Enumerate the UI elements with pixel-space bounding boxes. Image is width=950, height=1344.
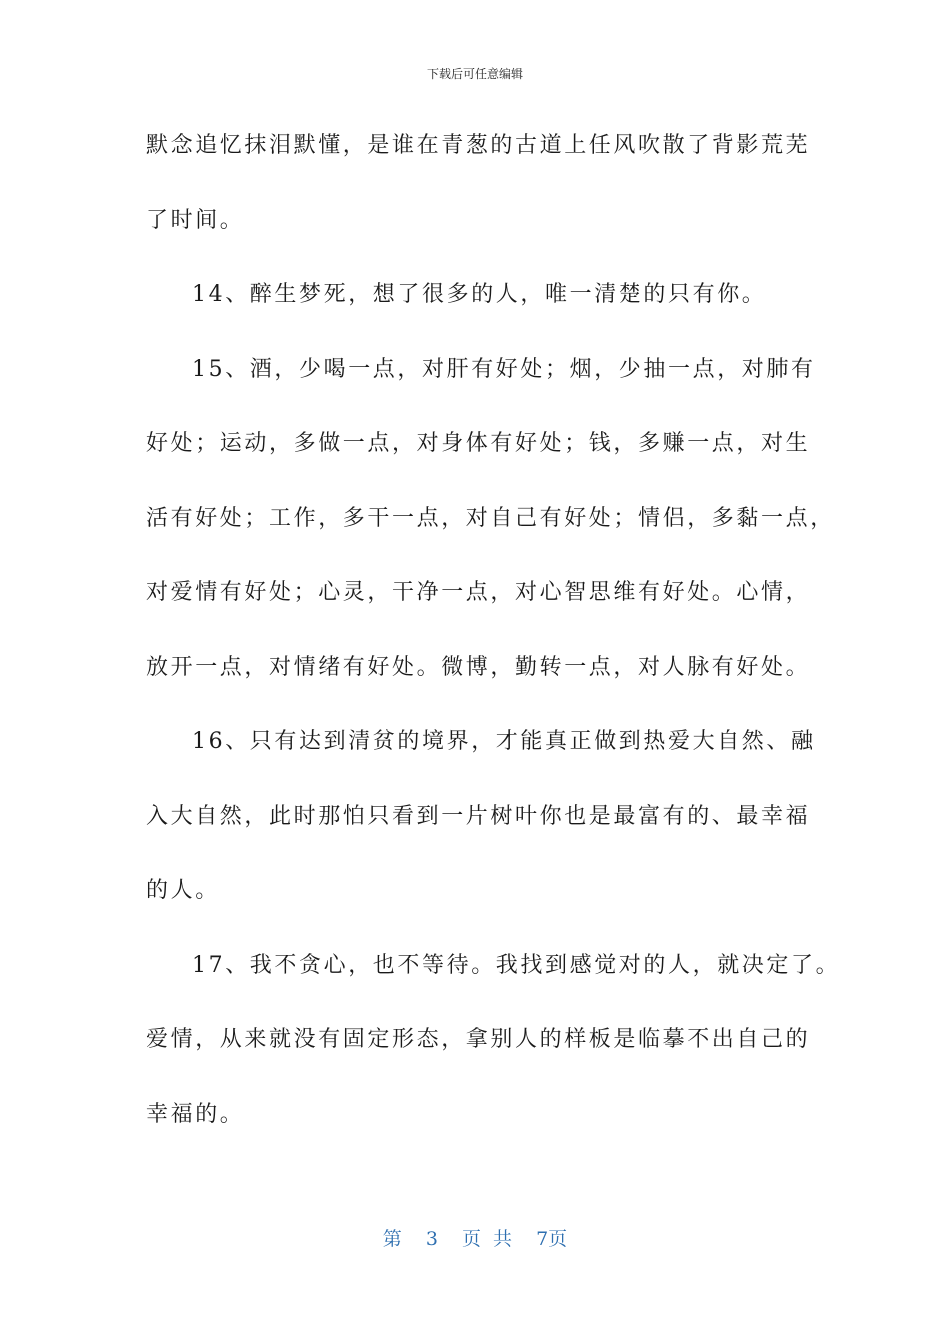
text-line: 了时间。 [146, 207, 245, 233]
footer-mid: 页 共 [462, 1228, 513, 1250]
current-page-number: 3 [425, 1228, 438, 1250]
text-line: 放开一点，对情绪有好处。微博，勤转一点，对人脉有好处。 [146, 654, 811, 680]
paragraph-14: 14、醉生梦死，想了很多的人，唯一清楚的只有你。 [192, 282, 767, 307]
paragraph-15: 15、酒，少喝一点，对肝有好处；烟，少抽一点，对肺有 [192, 356, 816, 382]
page-number-footer [0, 1226, 950, 1252]
text-line: 入大自然，此时那怕只看到一片树叶你也是最富有的、最幸福 [146, 803, 811, 829]
text-line: 幸福的。 [146, 1101, 245, 1127]
paragraph-17: 17、我不贪心，也不等待。我找到感觉对的人，就决定了。 [192, 952, 841, 978]
text-line: 的人。 [146, 878, 220, 903]
text-line: 好处；运动，多做一点，对身体有好处；钱，多赚一点，对生 [146, 431, 811, 456]
page-header: 下载后可任意编辑 [426, 67, 523, 81]
footer-prefix: 第 [382, 1228, 402, 1250]
text-line: 默念追忆抹泪默懂，是谁在青葱的古道上任风吹散了背影荒芜 [146, 133, 811, 158]
text-line: 爱情，从来就没有固定形态，拿别人的样板是临摹不出自己的 [146, 1027, 811, 1052]
text-line: 对爱情有好处；心灵，干净一点，对心智思维有好处。心情， [146, 580, 811, 605]
paragraph-16: 16、只有达到清贫的境界，才能真正做到热爱大自然、融 [192, 729, 816, 754]
text-line: 活有好处；工作，多干一点，对自己有好处；情侣，多黏一点， [146, 505, 835, 531]
document-body [146, 118, 841, 1161]
total-pages: 7页 [536, 1228, 568, 1250]
